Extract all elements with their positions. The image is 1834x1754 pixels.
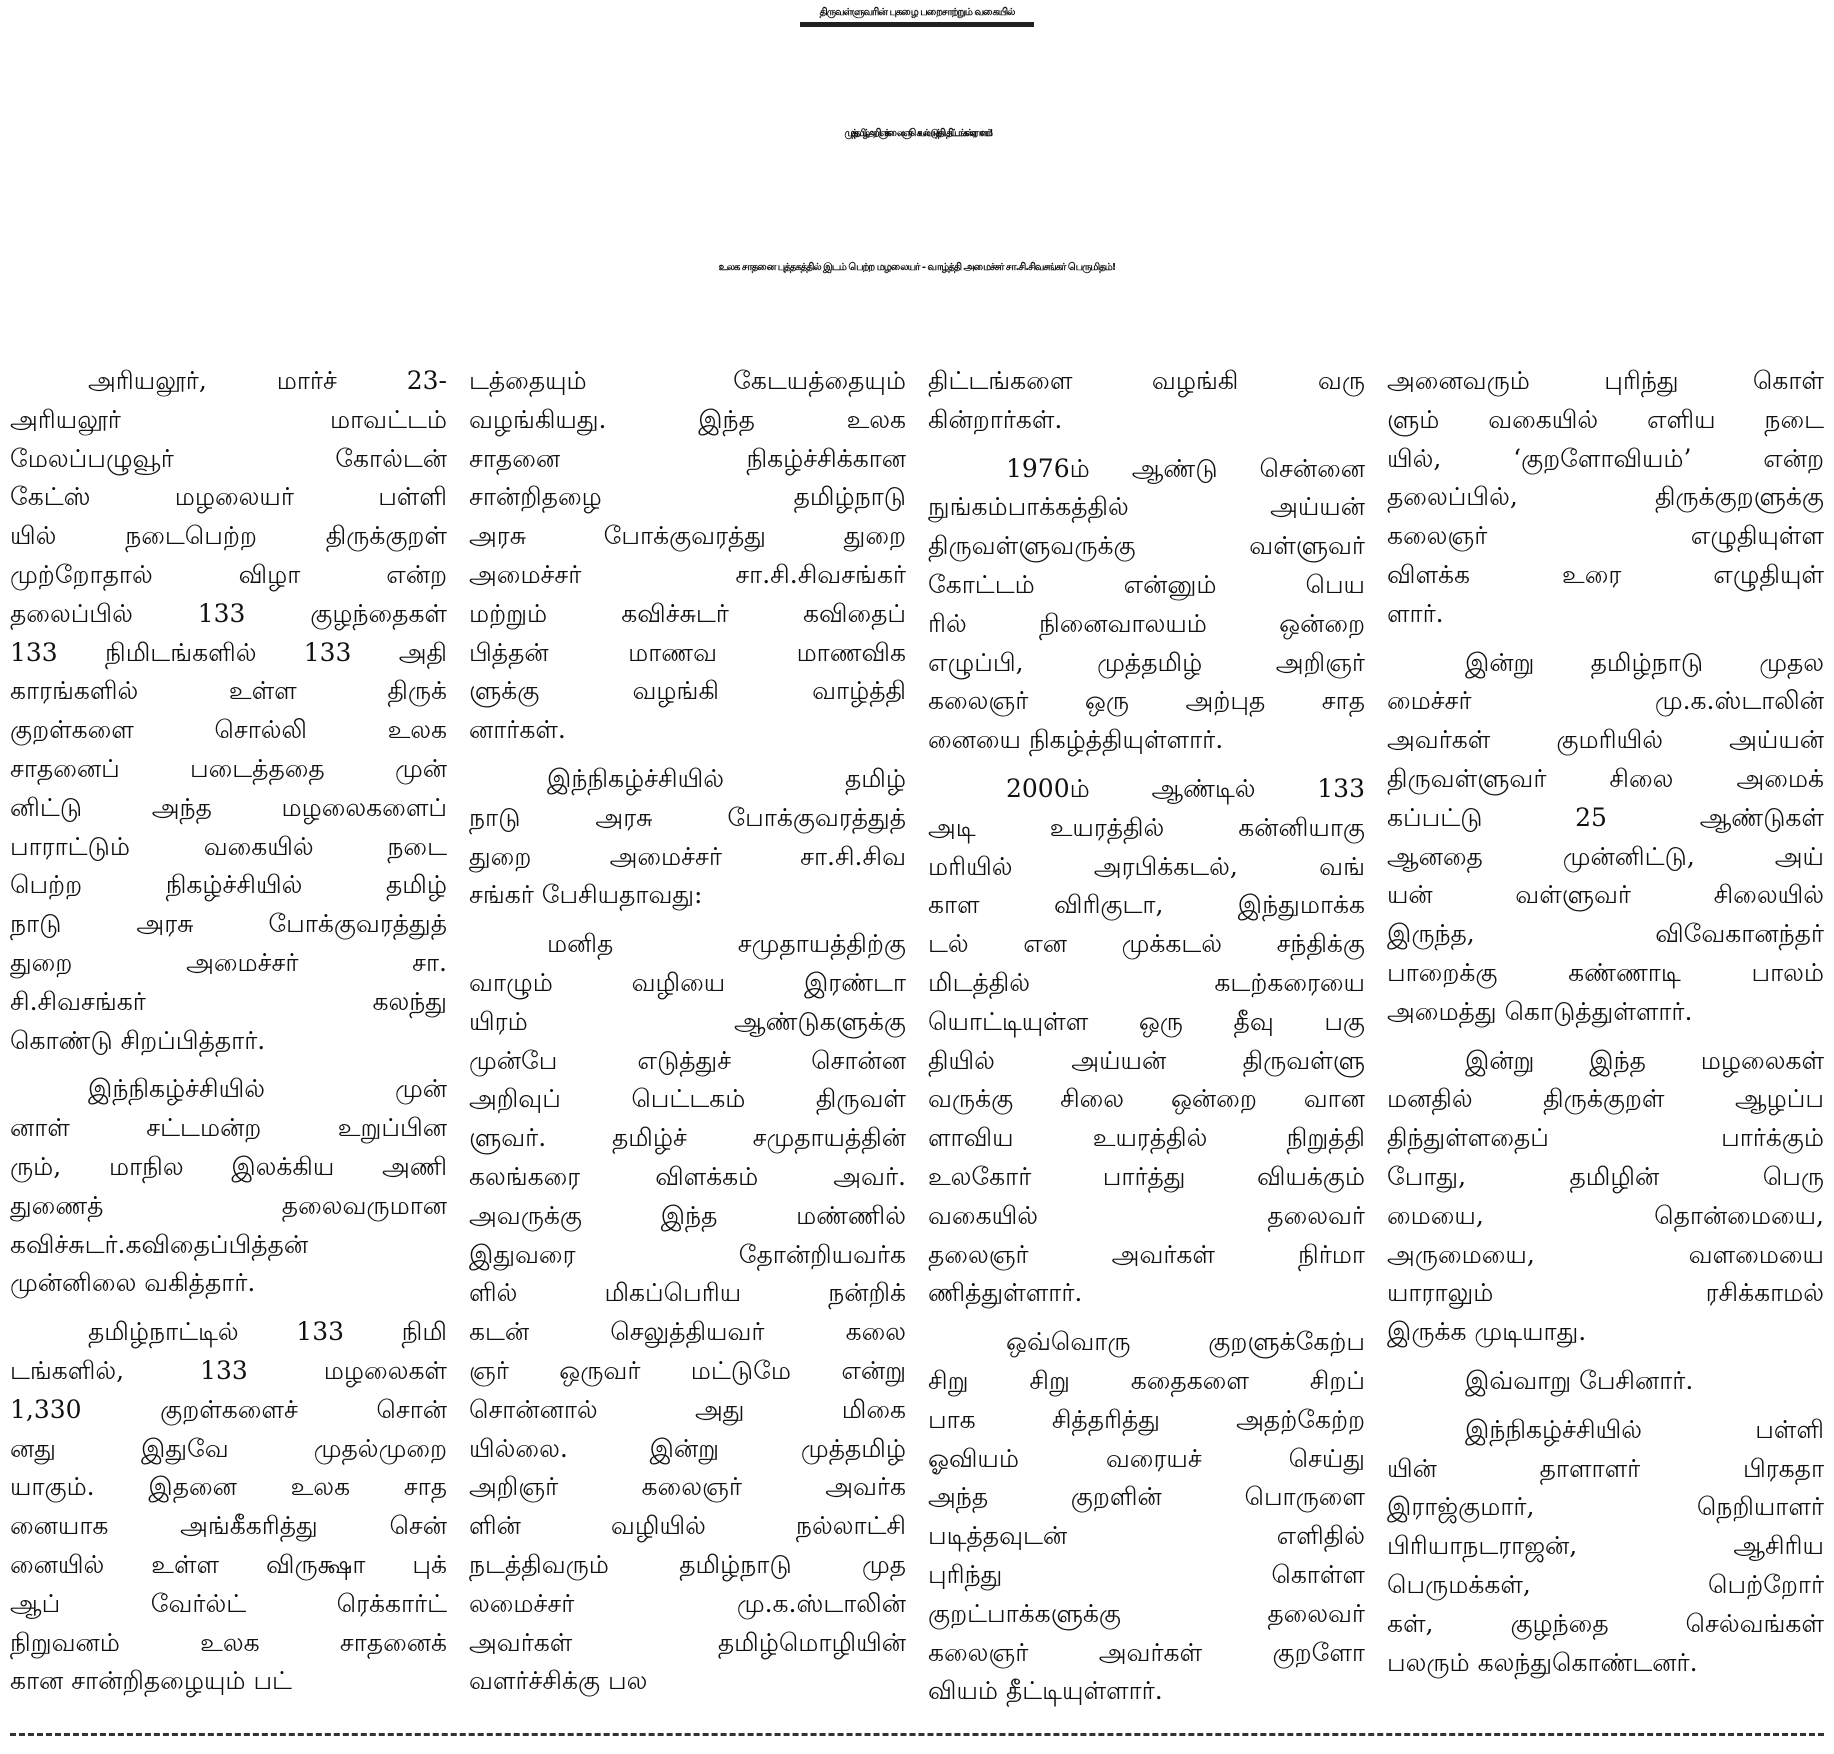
text-line: கள், குழந்தை செல்வங்கள்: [1387, 1608, 1824, 1638]
text-line: ஆப் வேர்ல்ட் ரெக்கார்ட்: [10, 1588, 447, 1618]
paragraph: [10, 1070, 447, 1303]
text-line: அரியலூர், மார்ச் 23-: [88, 366, 447, 395]
text-line: கவிச்சுடர்.கவிதைப்பித்தன்: [10, 1229, 309, 1259]
text-line: இதுவரை தோன்றியவர்க: [469, 1239, 906, 1269]
text-line: படித்தவுடன் எளிதில்: [928, 1521, 1365, 1551]
text-line: திட்டங்களை வழங்கி வரு: [928, 366, 1365, 395]
text-line: குறள்களை சொல்லி உலக: [10, 715, 447, 745]
text-line: வருக்கு சிலை ஒன்றை வான: [928, 1084, 1365, 1114]
text-line: மற்றும் கவிச்சுடர் கவிதைப்: [469, 598, 906, 628]
text-line: காள விரிகுடா, இந்துமாக்க: [928, 890, 1365, 920]
text-line: வியம் தீட்டியுள்ளார்.: [928, 1676, 1163, 1706]
text-line: சிறு சிறு கதைகளை சிறப்: [928, 1365, 1365, 1395]
text-line: ளின் வழியில் நல்லாட்சி: [469, 1511, 906, 1541]
text-line: தலைஞர் அவர்கள் நிர்மா: [928, 1239, 1365, 1269]
paragraph-gap: [469, 915, 906, 925]
paragraph-gap: [10, 1060, 447, 1070]
text-line: மைச்சர் மு.க.ஸ்டாலின்: [1387, 686, 1824, 716]
text-line: முற்றோதால் விழா என்ற: [10, 559, 447, 589]
text-line: ளும் வகையில் எளிய நடை: [1387, 404, 1824, 434]
text-line: னார்கள்.: [469, 715, 566, 745]
text-line: கடன் செலுத்தியவர் கலை: [469, 1317, 906, 1347]
text-line: இந்நிகழ்ச்சியில் முன்: [88, 1074, 447, 1104]
text-line: ரில் நினைவாலயம் ஒன்றை: [928, 608, 1365, 638]
paragraph: [1387, 1411, 1824, 1683]
paragraph-gap: [10, 1303, 447, 1313]
text-line: ஆனதை முன்னிட்டு, அய்: [1387, 841, 1824, 871]
text-line: அவர்கள் குமரியில் அய்யன்: [1387, 725, 1824, 755]
text-line: மனித சமுதாயத்திற்கு: [547, 929, 906, 959]
text-line: ளுவர். தமிழ்ச் சமுதாயத்தின்: [469, 1123, 906, 1153]
text-line: டங்களில், 133 மழலைகள்: [10, 1355, 447, 1385]
text-line: அவருக்கு இந்த மண்ணில்: [469, 1200, 906, 1230]
text-line: னையை நிகழ்த்தியுள்ளார்.: [928, 725, 1224, 755]
paragraph: [928, 770, 1365, 1313]
text-line: னாள் சட்டமன்ற உறுப்பின: [10, 1113, 447, 1143]
text-line: கான சான்றிதழையும் பட்: [10, 1666, 292, 1696]
text-line: னது இதுவே முதல்முறை: [10, 1433, 447, 1463]
text-line: திந்துள்ளதைப் பார்க்கும்: [1387, 1123, 1824, 1153]
text-line: அருமையை, வளமையை: [1387, 1239, 1824, 1269]
text-line: பெருமக்கள், பெற்றோர்: [1387, 1569, 1824, 1599]
text-line: அடி உயரத்தில் கன்னியாகு: [928, 812, 1365, 842]
paragraph: [928, 362, 1365, 440]
text-line: ரும், மாநில இலக்கிய அணி: [10, 1151, 447, 1181]
text-line: 1976ம் ஆண்டு சென்னை: [1006, 453, 1365, 483]
text-line: மிடத்தில் கடற்கரையை: [928, 967, 1365, 997]
text-line: அரியலூர் மாவட்டம்: [10, 404, 447, 434]
kicker-headline: திருவள்ளுவரின் புகழை பறைசாற்றும் வகையில்: [0, 8, 1834, 19]
paragraph-gap: [1387, 1401, 1824, 1411]
text-line: சான்றிதழை தமிழ்நாடு: [469, 482, 906, 512]
text-line: லமைச்சர் மு.க.ஸ்டாலின்: [469, 1588, 906, 1618]
text-line: ணித்துள்ளார்.: [928, 1278, 1083, 1308]
paragraph-gap: [1387, 1032, 1824, 1042]
text-line: பலரும் கலந்துகொண்டனர்.: [1387, 1647, 1698, 1677]
text-line: இவ்வாறு பேசினார்.: [1465, 1365, 1694, 1395]
paragraph-gap: [928, 1313, 1365, 1323]
text-line: சி.சிவசங்கர் கலந்து: [10, 986, 447, 1016]
text-line: தியில் அய்யன் திருவள்ளு: [928, 1045, 1365, 1075]
text-line: இன்று இந்த மழலைகள்: [1465, 1045, 1824, 1075]
text-line: சாதனை நிகழ்ச்சிக்கான: [469, 443, 906, 473]
text-line: மையை, தொன்மையை,: [1387, 1200, 1824, 1230]
text-line: கலைஞர் அவர்கள் குறளோ: [928, 1637, 1365, 1667]
text-line: ளார்.: [1387, 598, 1444, 628]
text-line: னையாக அங்கீகரித்து சென்: [10, 1511, 447, 1541]
text-line: னையில் உள்ள விருக்ஷா புக்: [10, 1549, 447, 1579]
text-line: கப்பட்டு 25 ஆண்டுகள்: [1387, 802, 1824, 832]
article-body: [10, 362, 1824, 1712]
text-line: தலைப்பில், திருக்குறளுக்கு: [1387, 482, 1824, 512]
text-line: மேலப்பழுவூர் கோல்டன்: [10, 443, 447, 473]
article-column: [1387, 362, 1824, 1712]
text-line: நடத்திவரும் தமிழ்நாடு முத: [469, 1549, 906, 1579]
text-line: கொண்டு சிறப்பித்தார்.: [10, 1025, 266, 1055]
text-line: கலைஞர் எழுதியுள்ள: [1387, 521, 1824, 551]
paragraph-gap: [928, 760, 1365, 770]
text-line: முன்பே எடுத்துச் சொன்ன: [469, 1045, 906, 1075]
paragraph: [1387, 1362, 1824, 1401]
paragraph: [1387, 644, 1824, 1032]
paragraph-gap: [928, 440, 1365, 450]
text-line: யன் வள்ளுவர் சிலையில்: [1387, 880, 1824, 910]
text-line: அமைத்து கொடுத்துள்ளார்.: [1387, 996, 1693, 1026]
paragraph: [469, 760, 906, 915]
paragraph: [10, 362, 447, 1060]
text-line: இருக்க முடியாது.: [1387, 1317, 1587, 1347]
text-line: அனைவரும் புரிந்து கொள்: [1387, 366, 1824, 395]
text-line: பாராட்டும் வகையில் நடை: [10, 831, 447, 861]
text-line: மனதில் திருக்குறள் ஆழப்ப: [1387, 1084, 1824, 1114]
text-line: துறை அமைச்சர் சா.சி.சிவ: [469, 841, 906, 871]
text-line: தலைப்பில் 133 குழந்தைகள்: [10, 598, 447, 628]
text-line: ஒவ்வொரு குறளுக்கேற்ப: [1006, 1327, 1365, 1357]
text-line: இந்நிகழ்ச்சியில் தமிழ்: [547, 763, 906, 793]
text-line: வகையில் தலைவர்: [928, 1200, 1365, 1230]
text-line: நாடு அரசு போக்குவரத்துத்: [469, 802, 906, 832]
text-line: பித்தன் மாணவ மாணவிக: [469, 637, 906, 667]
text-line: 133 நிமிடங்களில் 133 அதி: [10, 637, 447, 667]
text-line: கலங்கரை விளக்கம் அவர்.: [469, 1161, 906, 1191]
paragraph: [469, 362, 906, 750]
text-line: பிரியாநடராஜன், ஆசிரிய: [1387, 1531, 1824, 1561]
text-line: வழங்கியது. இந்த உலக: [469, 404, 906, 434]
text-line: மரியில் அரபிக்கடல், வங்: [928, 851, 1365, 881]
text-line: துறை அமைச்சர் சா.: [10, 947, 447, 977]
article-column: [928, 362, 1365, 1712]
paragraph: [1387, 362, 1824, 634]
text-line: நுங்கம்பாக்கத்தில் அய்யன்: [928, 492, 1365, 522]
text-line: யொட்டியுள்ள ஒரு தீவு பகு: [928, 1006, 1365, 1036]
text-line: ஓவியம் வரையச் செய்து: [928, 1443, 1365, 1473]
text-line: காரங்களில் உள்ள திருக்: [10, 676, 447, 706]
paragraph: [928, 450, 1365, 760]
text-line: பாறைக்கு கண்ணாடி பாலம்: [1387, 957, 1824, 987]
text-line: கின்றார்கள்.: [928, 404, 1063, 434]
text-line: னிட்டு அந்த மழலைகளைப்: [10, 792, 447, 822]
text-line: இந்நிகழ்ச்சியில் பள்ளி: [1465, 1414, 1824, 1444]
text-line: அந்த குறளின் பொருளை: [928, 1482, 1365, 1512]
text-line: அறிவுப் பெட்டகம் திருவள்: [469, 1084, 906, 1114]
text-line: டத்தையும் கேடயத்தையும்: [469, 366, 906, 395]
sub-headline: உலக சாதனை புத்தகத்தில் இடம் பெற்ற மழலையர் - வாழ்த்தி அமைச்சர் சா.சி.சிவசங்கர் பெருமிதம்!: [718, 262, 1116, 273]
text-line: யில், ‘குறளோவியம்’ என்ற: [1387, 443, 1824, 473]
text-line: முன்னிலை வகித்தார்.: [10, 1268, 256, 1298]
text-line: ளில் மிகப்பெரிய நன்றிக்: [469, 1278, 906, 1308]
paragraph: [10, 1313, 447, 1701]
text-line: சாதனைப் படைத்ததை முன்: [10, 753, 447, 783]
paragraph: [1387, 1042, 1824, 1352]
text-line: வளர்ச்சிக்கு பல: [469, 1666, 648, 1696]
text-line: பெற்ற நிகழ்ச்சியில் தமிழ்: [10, 870, 447, 900]
article-column: [10, 362, 447, 1712]
text-line: இன்று தமிழ்நாடு முதல: [1465, 647, 1824, 677]
article-column: [469, 362, 906, 1712]
text-line: யிரம் ஆண்டுகளுக்கு: [469, 1006, 906, 1036]
text-line: திருவள்ளுவர் சிலை அமைக்: [1387, 763, 1824, 793]
text-line: கலைஞர் ஒரு அற்புத சாத: [928, 686, 1365, 716]
text-line: யில்லை. இன்று முத்தமிழ்: [469, 1433, 906, 1463]
text-line: எழுப்பி, முத்தமிழ் அறிஞர்: [928, 647, 1365, 677]
paragraph: [928, 1323, 1365, 1711]
paragraph-gap: [1387, 634, 1824, 644]
text-line: புரிந்து கொள்ள: [928, 1559, 1365, 1589]
bottom-dashed-rule: [10, 1733, 1824, 1736]
text-line: உலகோர் பார்த்து வியக்கும்: [928, 1161, 1365, 1191]
text-line: யின் தாளாளர் பிரகதா: [1387, 1453, 1824, 1483]
text-line: கோட்டம் என்னும் பெய: [928, 569, 1365, 599]
text-line: இராஜ்குமார், நெறியாளர்: [1387, 1492, 1824, 1522]
text-line: நிறுவனம் உலக சாதனைக்: [10, 1627, 447, 1657]
text-line: அவர்கள் தமிழ்மொழியின்: [469, 1627, 906, 1657]
text-line: போது, தமிழின் பெரு: [1387, 1161, 1824, 1191]
text-line: யாராலும் ரசிக்காமல்: [1387, 1278, 1824, 1308]
text-line: கேட்ஸ் மழலையர் பள்ளி: [10, 482, 447, 512]
paragraph: [469, 925, 906, 1701]
text-line: தமிழ்நாட்டில் 133 நிமி: [88, 1317, 447, 1347]
text-line: குறட்பாக்களுக்கு தலைவர்: [928, 1598, 1365, 1628]
text-line: அமைச்சர் சா.சி.சிவசங்கர்: [469, 559, 906, 589]
text-line: ளாவிய உயரத்தில் நிறுத்தி: [928, 1123, 1365, 1153]
paragraph-gap: [469, 750, 906, 760]
main-headline: முத்தமிழ் அறிஞர் கலைஞர் செயல்படுத்திய திட்டங்கள் ஏராளம்!: [844, 128, 990, 139]
text-line: துணைத் தலைவருமான: [10, 1190, 447, 1220]
text-line: விளக்க உரை எழுதியுள்: [1387, 559, 1824, 589]
text-line: டல் என முக்கடல் சந்திக்கு: [928, 929, 1365, 959]
text-line: இருந்த, விவேகானந்தர்: [1387, 919, 1824, 949]
text-line: வாழும் வழியை இரண்டா: [469, 967, 906, 997]
paragraph-gap: [1387, 1352, 1824, 1362]
text-line: அறிஞர் கலைஞர் அவர்க: [469, 1472, 906, 1502]
text-line: யாகும். இதனை உலக சாத: [10, 1472, 447, 1502]
text-line: யில் நடைபெற்ற திருக்குறள்: [10, 521, 447, 551]
text-line: ஞர் ஒருவர் மட்டுமே என்று: [469, 1355, 906, 1385]
text-line: சொன்னால் அது மிகை: [469, 1394, 906, 1424]
text-line: ளுக்கு வழங்கி வாழ்த்தி: [469, 676, 906, 706]
text-line: அரசு போக்குவரத்து துறை: [469, 521, 906, 551]
text-line: திருவள்ளுவருக்கு வள்ளுவர்: [928, 531, 1365, 561]
text-line: 2000ம் ஆண்டில் 133: [1006, 773, 1365, 803]
text-line: பாக சித்தரித்து அதற்கேற்ற: [928, 1404, 1365, 1434]
text-line: 1,330 குறள்களைச் சொன்: [10, 1394, 447, 1424]
text-line: சங்கர் பேசியதாவது:: [469, 880, 703, 910]
text-line: நாடு அரசு போக்குவரத்துத்: [10, 909, 447, 939]
